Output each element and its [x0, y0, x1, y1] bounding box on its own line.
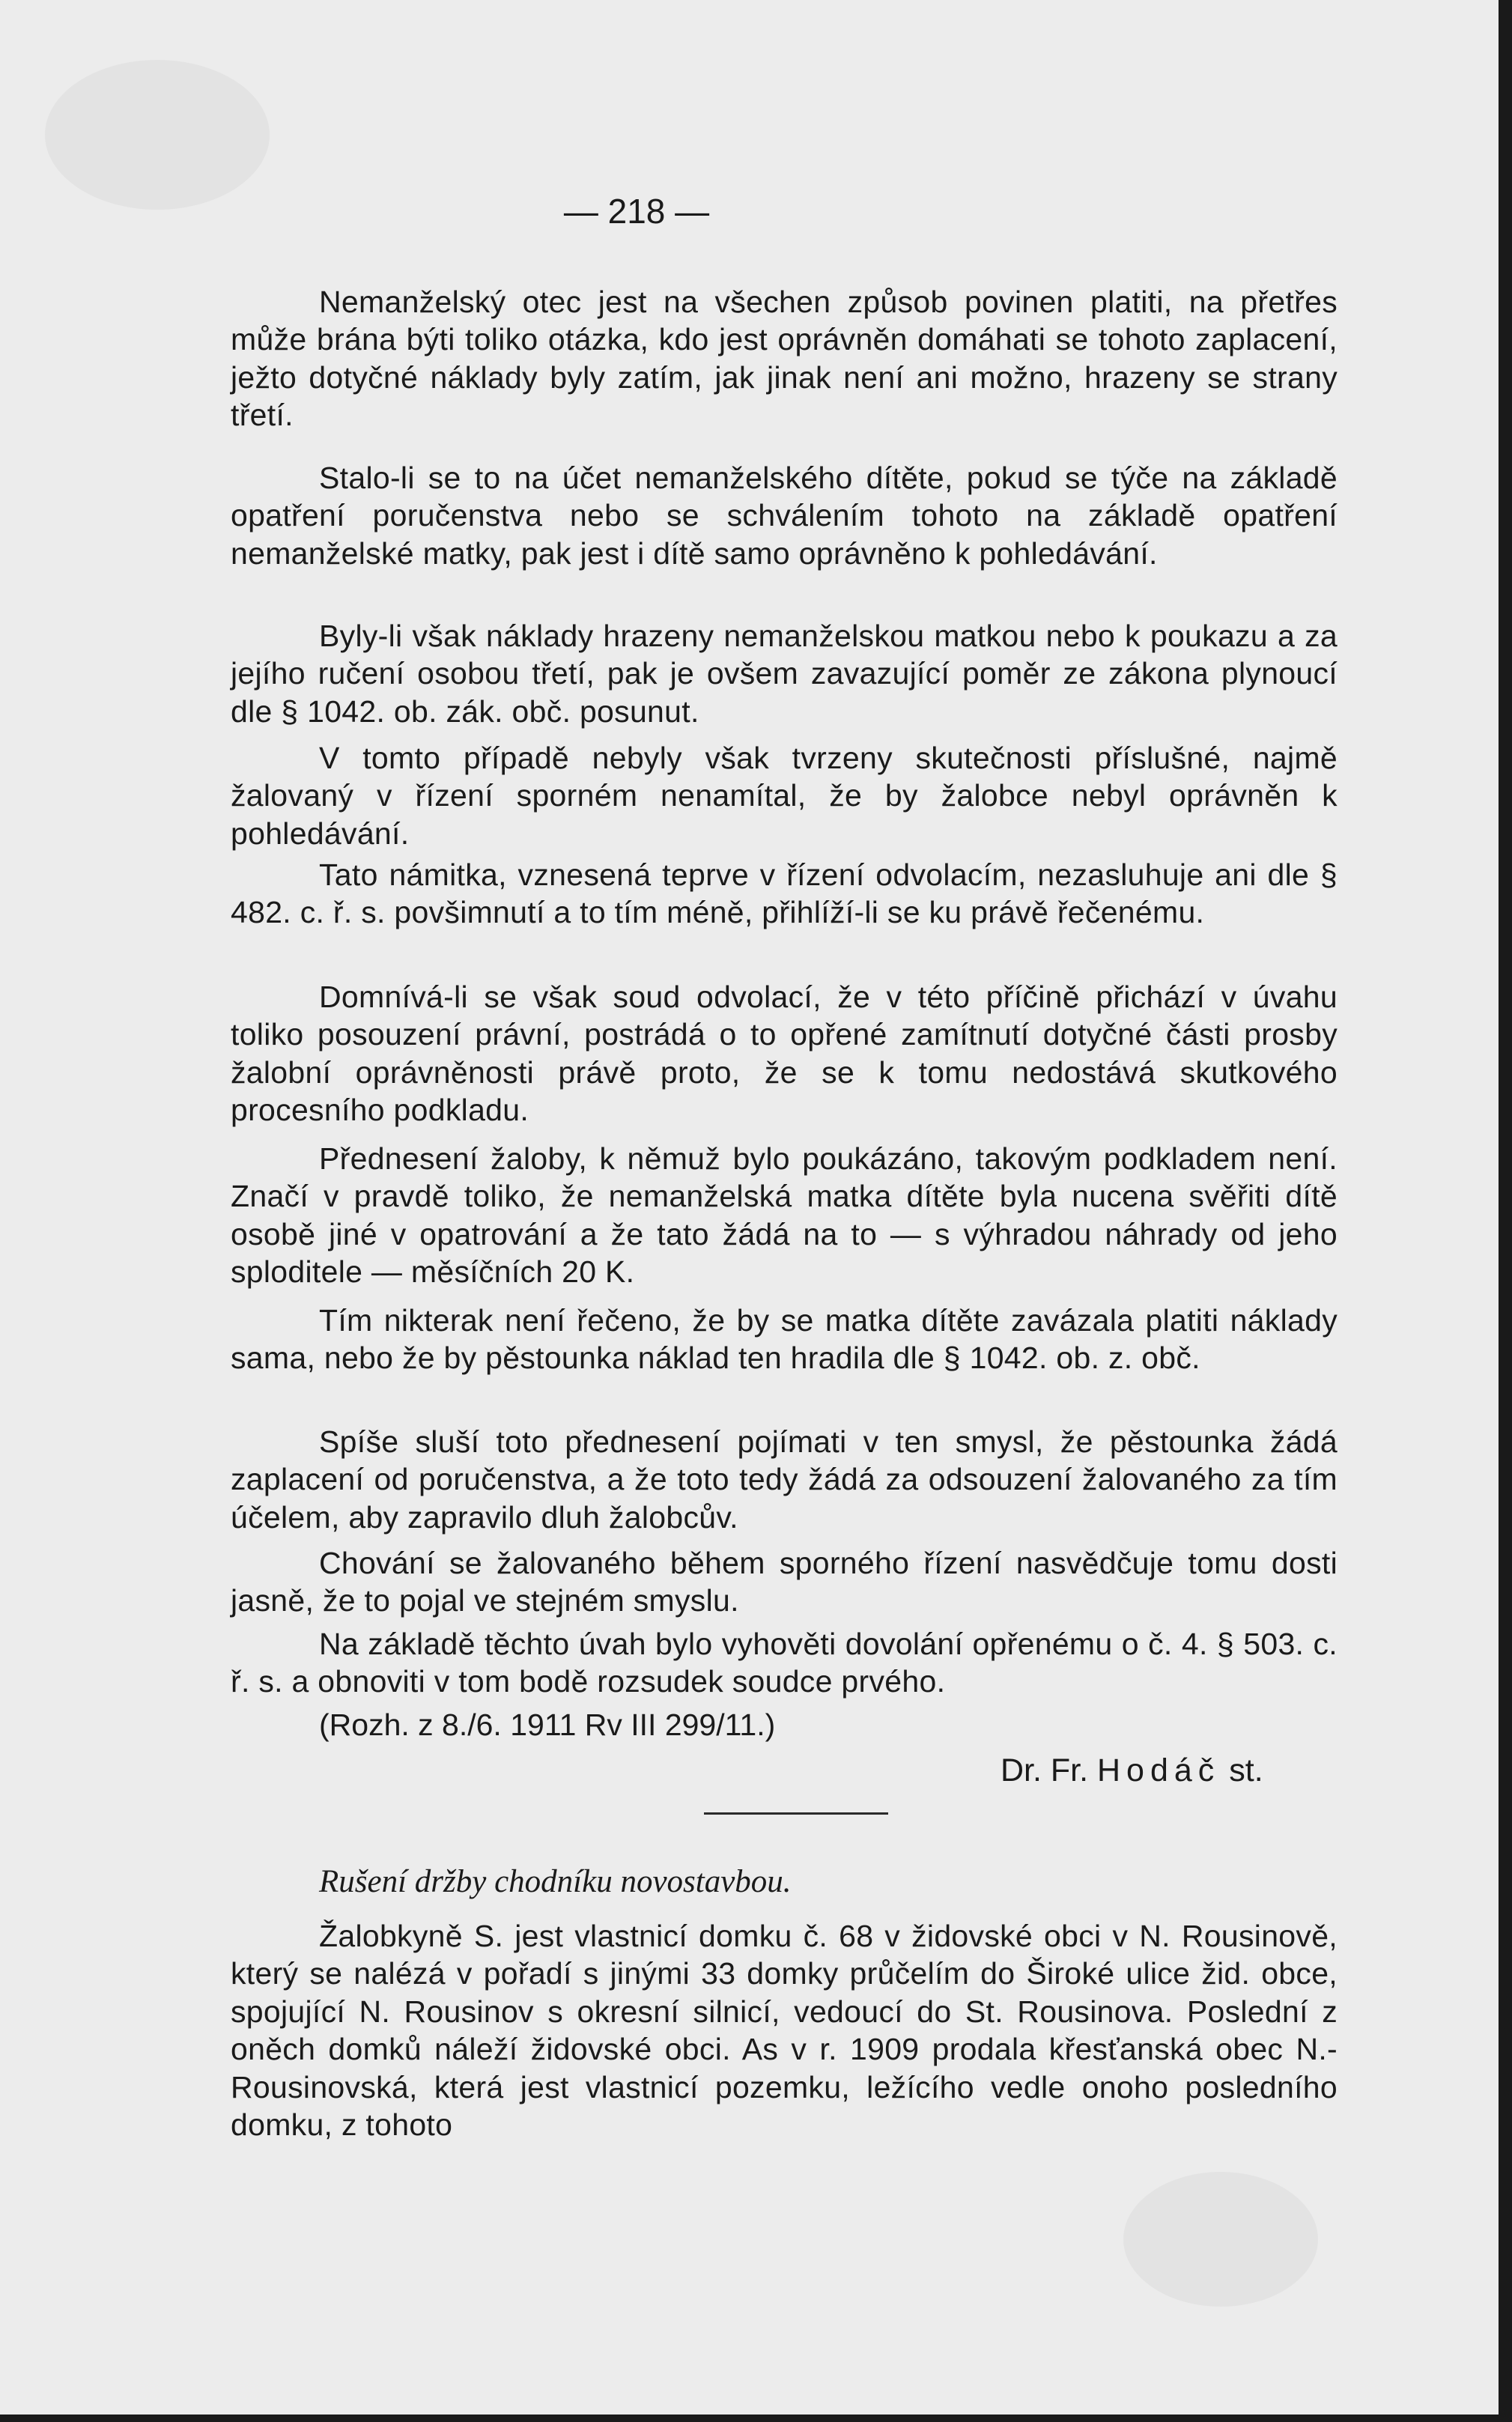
signature-name: Hodáč	[1097, 1752, 1221, 1788]
page-number: — 218 —	[563, 192, 710, 231]
signature	[1001, 1752, 1263, 1789]
paragraph: Tím nikterak není řečeno, že by se matka dítěte zavázala platiti náklady sama, nebo že by pěstounka náklad ten hradila dle § 1042. ob. z. obč.	[231, 1303, 1338, 1376]
paragraph: Domnívá-li se však soud odvolací, že v této příčině přichází v úvahu toliko posouzení právní, postrádá o to opřené zamítnutí dotyčné části prosby žalobní oprávněnosti právě proto, že se k tomu nedostává skutkového procesního podkladu.	[231, 980, 1338, 1128]
paragraph: V tomto případě nebyly však tvrzeny skutečnosti příslušné, najmě žalovaný v řízení sporném nenamítal, že by žalobce nebyl oprávněn k pohledávání.	[231, 741, 1338, 851]
paragraph: Chování se žalovaného během sporného řízení nasvědčuje tomu dosti jasně, že to pojal ve stejném smyslu.	[231, 1546, 1338, 1618]
paper-stain	[1123, 2172, 1318, 2307]
paragraph: Žalobkyně S. jest vlastnicí domku č. 68 v židovské obci v N. Rousinově, který se nalézá v pořadí s jinými 33 domky průčelím do Široké ulice žid. obce, spojující N. Rousinov s okresní silnicí, vedoucí do St. Rousinova. Poslední z oněch domků náleží židovské obci. As v r. 1909 prodala křesťanská obec N.-Rousinovská, která jest vlastnicí pozemku, ležícího vedle onoho posledního domku, z tohoto	[231, 1919, 1338, 2143]
paragraph: Přednesení žaloby, k němuž bylo poukázáno, takovým podkladem není. Značí v pravdě toliko, že nemanželská matka dítěte byla nucena svěřiti dítě osobě jiné v opatrování a že tato žádá na to — s výhradou náhrady od jeho sploditele — měsíčních 20 K.	[231, 1141, 1338, 1290]
paragraph: Byly-li však náklady hrazeny nemanželskou matkou nebo k poukazu a za jejího ručení osobou třetí, pak je ovšem zavazující poměr ze zákona plynoucí dle § 1042. ob. zák. obč. posunut.	[231, 619, 1338, 729]
paragraph: Tato námitka, vznesená teprve v řízení odvolacím, nezasluhuje ani dle § 482. c. ř. s. povšimnutí a to tím méně, přihlíží-li se ku právě řečenému.	[231, 858, 1338, 930]
signature-prefix: Dr. Fr.	[1001, 1752, 1097, 1788]
citation: (Rozh. z 8./6. 1911 Rv III 299/11.)	[319, 1708, 776, 1742]
section-title: Rušení držby chodníku novostavbou.	[319, 1864, 792, 1899]
paragraph: Nemanželský otec jest na všechen způsob povinen platiti, na přetřes může brána býti toliko otázka, kdo jest oprávněn domáhati se tohoto zaplacení, ježto dotyčné náklady byly zatím, jak jinak není ani možno, hrazeny se strany třetí.	[231, 285, 1338, 433]
section-divider	[704, 1812, 888, 1815]
signature-suffix: st.	[1220, 1752, 1263, 1788]
paper-stain	[45, 60, 270, 210]
paragraph: Na základě těchto úvah bylo vyhověti dovolání opřenému o č. 4. § 503. c. ř. s. a obnoviti v tom bodě rozsudek soudce prvého.	[231, 1627, 1338, 1699]
paragraph: Stalo-li se to na účet nemanželského dítěte, pokud se týče na základě opatření poručenstva nebo se schválením tohoto na základě opatření nemanželské matky, pak jest i dítě samo oprávněno k pohledávání.	[231, 461, 1338, 571]
paragraph: Spíše sluší toto přednesení pojímati v ten smysl, že pěstounka žádá zaplacení od poručenstva, a že toto tedy žádá za odsouzení žalovaného za tím účelem, aby zapravilo dluh žalobcův.	[231, 1424, 1338, 1535]
